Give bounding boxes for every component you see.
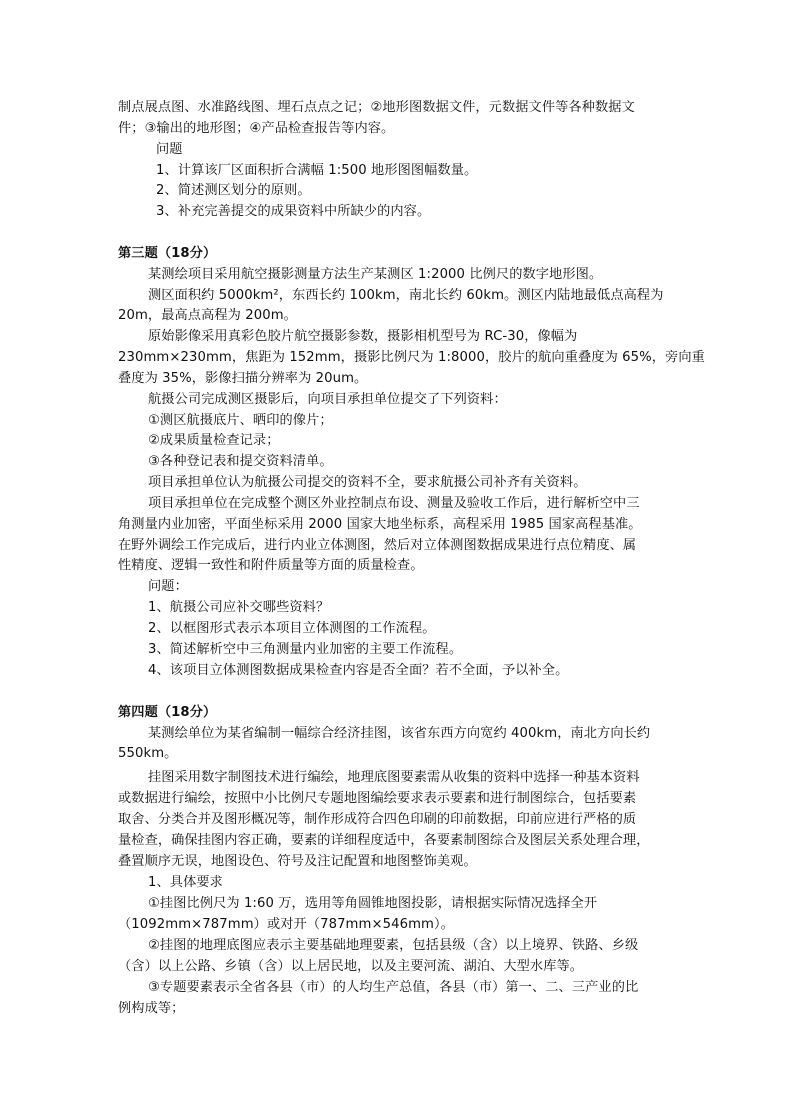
paragraph-line: 叠度为 35%，影像扫描分辨率为 20um。 bbox=[118, 371, 368, 386]
paragraph-line: 取舍、分类合并及图形概况等，制作形成符合四色印刷的印前数据，印前应进行严格的质 bbox=[118, 812, 637, 827]
question-item: 3、简述解析空中三角测量内业加密的主要工作流程。 bbox=[148, 642, 463, 657]
paragraph-line: 20m，最高点高程为 200m。 bbox=[118, 308, 297, 323]
paragraph-line: 在野外调绘工作完成后，进行内业立体测图，然后对立体测图数据成果进行点位精度、属 bbox=[118, 538, 637, 553]
paragraph-line: 挂图采用数字制图技术进行编绘，地理底图要素需从收集的资料中选择一种基本资料 bbox=[148, 770, 640, 785]
list-item: ③各种登记表和提交资料清单。 bbox=[148, 454, 333, 469]
requirement-item: （含）以上公路、乡镇（含）以上居民地，以及主要河流、湖泊、大型水库等。 bbox=[118, 959, 584, 974]
question-item: 1、计算该厂区面积折合满幅 1:500 地形图图幅数量。 bbox=[156, 163, 478, 178]
requirement-heading: 1、具体要求 bbox=[148, 875, 223, 890]
section-title: 第三题（18分） bbox=[118, 246, 217, 261]
requirement-item: 例构成等； bbox=[118, 1001, 185, 1016]
list-item: ②成果质量检查记录； bbox=[148, 433, 280, 448]
paragraph-line: 量检查，确保挂图内容正确，要素的详细程度适中，各要素制图综合及图层关系处理合理， bbox=[118, 833, 650, 848]
paragraph-line: 项目承担单位认为航摄公司提交的资料不全，要求航摄公司补齐有关资料。 bbox=[148, 475, 587, 490]
question-item: 2、以框图形式表示本项目立体测图的工作流程。 bbox=[148, 621, 436, 636]
list-item: ①测区航摄底片、晒印的像片； bbox=[148, 413, 333, 428]
question-item: 1、航摄公司应补交哪些资料？ bbox=[148, 600, 330, 615]
paragraph-line: 550km。 bbox=[118, 746, 178, 761]
paragraph-line: 或数据进行编绘，按照中小比例尺专题地图编绘要求表示要素和进行制图综合，包括要素 bbox=[118, 791, 637, 806]
paragraph-line: 某测绘项目采用航空摄影测量方法生产某测区 1:2000 比例尺的数字地形图。 bbox=[148, 267, 603, 282]
question-heading: 问题： bbox=[148, 579, 188, 594]
paragraph-line: 测区面积约 5000km²，东西长约 100km，南北长约 60km。测区内陆地最低点高程为 bbox=[148, 288, 664, 303]
paragraph-line: 性精度、逻辑一致性和附件质量等方面的质量检查。 bbox=[118, 558, 424, 573]
text-line: 件；③输出的地形图；④产品检查报告等内容。 bbox=[118, 121, 395, 136]
question-item: 2、简述测区划分的原则。 bbox=[156, 183, 311, 198]
requirement-item: ③专题要素表示全省各县（市）的人均生产总值，各县（市）第一、二、三产业的比 bbox=[148, 980, 639, 995]
text-line: 制点展点图、水准路线图、埋石点点之记；②地形图数据文件，元数据文件等各种数据文 bbox=[118, 100, 635, 115]
requirement-item: （1092mm×787mm）或对开（787mm×546mm）。 bbox=[118, 917, 454, 932]
paragraph-line: 230mm×230mm，焦距为 152mm，摄影比例尺为 1:8000，胶片的航向重叠度为 65%，旁向重 bbox=[118, 350, 705, 365]
paragraph-line: 航摄公司完成测区摄影后，向项目承担单位提交了下列资料： bbox=[148, 392, 507, 407]
paragraph-line: 某测绘单位为某省编制一幅综合经济挂图，该省东西方向宽约 400km，南北方向长约 bbox=[148, 726, 651, 741]
question-item: 3、补充完善提交的成果资料中所缺少的内容。 bbox=[156, 204, 431, 219]
requirement-item: ②挂图的地理底图应表示主要基础地理要素，包括县级（含）以上境界、铁路、乡级 bbox=[148, 938, 639, 953]
section-title: 第四题（18分） bbox=[118, 705, 217, 720]
question-heading: 问题 bbox=[156, 142, 183, 157]
paragraph-line: 项目承担单位在完成整个测区外业控制点布设、测量及验收工作后，进行解析空中三 bbox=[148, 496, 640, 511]
paragraph-line: 角测量内业加密，平面坐标采用 2000 国家大地坐标系，高程采用 1985 国家高程基准。 bbox=[118, 517, 642, 532]
question-item: 4、该项目立体测图数据成果检查内容是否全面？若不全面，予以补全。 bbox=[148, 663, 569, 678]
requirement-item: ①挂图比例尺为 1:60 万，选用等角圆锥地图投影，请根据实际情况选择全开 bbox=[148, 896, 598, 911]
paragraph-line: 叠置顺序无误，地图设色、符号及注记配置和地图整饰美观。 bbox=[118, 854, 477, 869]
paragraph-line: 原始影像采用真彩色胶片航空摄影参数，摄影相机型号为 RC-30，像幅为 bbox=[148, 329, 578, 344]
